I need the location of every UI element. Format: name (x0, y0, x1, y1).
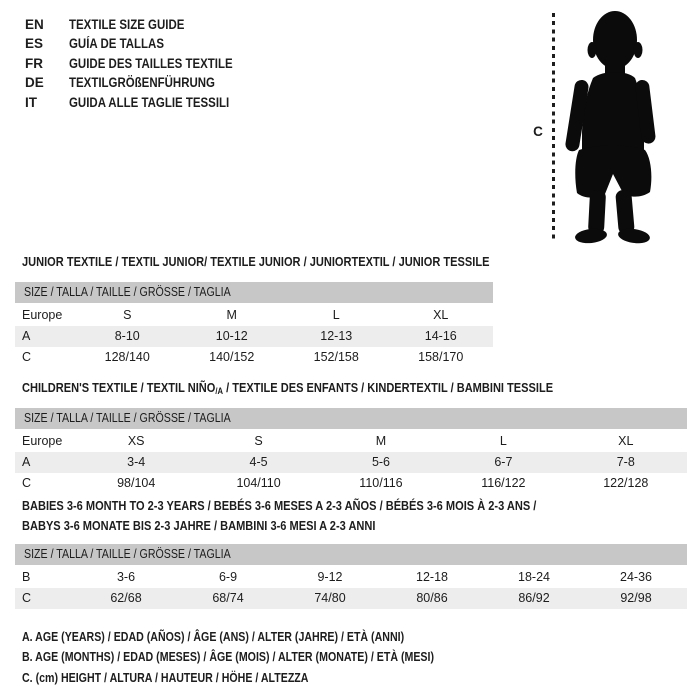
junior-size-table (15, 282, 493, 368)
size-value-cell: 4-5 (197, 452, 319, 473)
size-value-cell: 140/152 (209, 350, 255, 364)
section-title-children: CHILDREN'S TEXTILE / TEXTIL $NIÑO_{/A}$ / TEXTILE DES ENFANTS / KINDERTEXTIL / BAMBINI TESSILE (22, 380, 554, 396)
size-value-cell: 8-10 (75, 326, 180, 347)
table-row-height (15, 473, 687, 494)
language-label: TEXTILE SIZE GUIDE (69, 17, 185, 32)
legend (22, 627, 507, 688)
children-size-table (15, 408, 687, 494)
height-measure-label: C (533, 124, 543, 139)
size-header-text: SIZE / TALLA / TAILLE / GRÖSSE / TAGLIA (24, 547, 231, 561)
size-value-cell: 68/74 (177, 588, 279, 609)
toddler-silhouette-icon (550, 6, 680, 246)
size-value-cell: 24-36 (620, 570, 652, 584)
language-code: FR (25, 55, 43, 71)
size-value-cell: L (332, 308, 340, 322)
size-header-bar (15, 544, 687, 565)
table-row-europe (15, 431, 687, 452)
language-row (25, 15, 262, 34)
row-label-cell: A (15, 452, 75, 473)
size-value-cell: 128/140 (104, 350, 150, 364)
section-title-junior: JUNIOR TEXTILE / TEXTIL JUNIOR/ TEXTILE JUNIOR / JUNIORTEXTIL / JUNIOR TESSILE (22, 254, 490, 269)
size-value-cell: 74/80 (279, 588, 381, 609)
size-value-cell: L (499, 434, 507, 448)
babies-size-table (15, 544, 687, 609)
size-value-cell: 9-12 (317, 570, 343, 584)
size-value-cell: S (254, 434, 263, 448)
language-row (25, 73, 262, 92)
size-value-cell: 116/122 (481, 476, 526, 490)
size-value-cell: 18-24 (518, 570, 550, 584)
size-value-cell: 3-6 (116, 570, 136, 584)
language-code: ES (25, 36, 44, 52)
size-value-cell: 152/158 (313, 350, 359, 364)
size-value-cell: 14-16 (389, 326, 494, 347)
size-value-cell: 6-7 (442, 452, 564, 473)
table-row-height (15, 347, 493, 368)
language-code: IT (25, 94, 37, 110)
section-title-babies: BABIES 3-6 MONTH TO 2-3 YEARS / BEBÉS 3-6 MESES A 2-3 AÑOS / BÉBÉS 3-6 MOIS À 2-3 ANS / BABYS 3-6 MONATE BIS 2-3 JAHRE / BAMBINI 3-6 MESI A 2-3 ANNI (22, 498, 537, 533)
size-value-cell: XL (433, 308, 449, 322)
legend-line-height: C. (cm) HEIGHT / ALTURA / HAUTEUR / HÖHE / ALTEZZA (22, 670, 309, 685)
row-label-cell: C (22, 350, 32, 364)
language-list (25, 15, 262, 112)
language-label: GUIDE DES TAILLES TEXTILE (69, 55, 233, 71)
table-row-age-years (15, 452, 687, 473)
size-value-cell: 12-18 (416, 570, 448, 584)
legend-line-age-years: A. AGE (YEARS) / EDAD (AÑOS) / ÂGE (ANS) / ALTER (JAHRE) / ETÀ (ANNI) (22, 630, 405, 644)
size-value-cell: 92/98 (585, 588, 687, 609)
size-value-cell: 62/68 (75, 588, 177, 609)
table-row-age-months (15, 567, 687, 588)
table-row-europe (15, 305, 493, 326)
language-code: EN (25, 17, 44, 32)
size-value-cell: S (123, 308, 132, 322)
row-label-cell: C (22, 476, 32, 490)
size-value-cell: 12-13 (284, 326, 389, 347)
language-row (25, 34, 262, 53)
size-header-bar (15, 282, 493, 303)
size-value-cell: 10-12 (180, 326, 285, 347)
size-value-cell: 5-6 (320, 452, 442, 473)
size-header-text: SIZE / TALLA / TAILLE / GRÖSSE / TAGLIA (24, 285, 231, 299)
language-code: DE (25, 75, 44, 91)
size-value-cell: XL (618, 434, 634, 448)
row-label-cell: C (15, 588, 75, 609)
row-label-cell: Europe (22, 308, 63, 322)
size-value-cell: 104/110 (236, 476, 281, 490)
size-value-cell: 98/104 (117, 476, 156, 490)
size-value-cell: XS (127, 434, 145, 448)
row-label-cell: Europe (22, 434, 63, 448)
size-value-cell: M (375, 434, 387, 448)
size-value-cell: 158/170 (418, 350, 464, 364)
size-header-text: SIZE / TALLA / TAILLE / GRÖSSE / TAGLIA (24, 411, 231, 425)
size-value-cell: 122/128 (603, 476, 649, 490)
row-label-cell: B (22, 570, 31, 584)
size-value-cell: M (226, 308, 237, 322)
size-value-cell: 6-9 (218, 570, 238, 584)
size-header-bar (15, 408, 687, 429)
language-label: GUIDA ALLE TAGLIE TESSILI (69, 94, 230, 110)
row-label-cell: A (15, 326, 75, 347)
size-value-cell: 80/86 (381, 588, 483, 609)
table-row-age-years (15, 326, 493, 347)
language-row (25, 54, 262, 73)
size-value-cell: 110/116 (359, 476, 403, 490)
language-row (25, 93, 262, 112)
language-label: TEXTILGRÖßENFÜHRUNG (69, 75, 215, 91)
size-value-cell: 86/92 (483, 588, 585, 609)
table-row-height (15, 588, 687, 609)
size-value-cell: 3-4 (75, 452, 197, 473)
title-subscript: /A (215, 386, 224, 396)
legend-line-age-months: B. AGE (MONTHS) / EDAD (MESES) / ÂGE (MOIS) / ALTER (MONATE) / ETÀ (MESI) (22, 650, 435, 665)
size-value-cell: 7-8 (565, 452, 687, 473)
language-label: GUÍA DE TALLAS (69, 36, 164, 52)
